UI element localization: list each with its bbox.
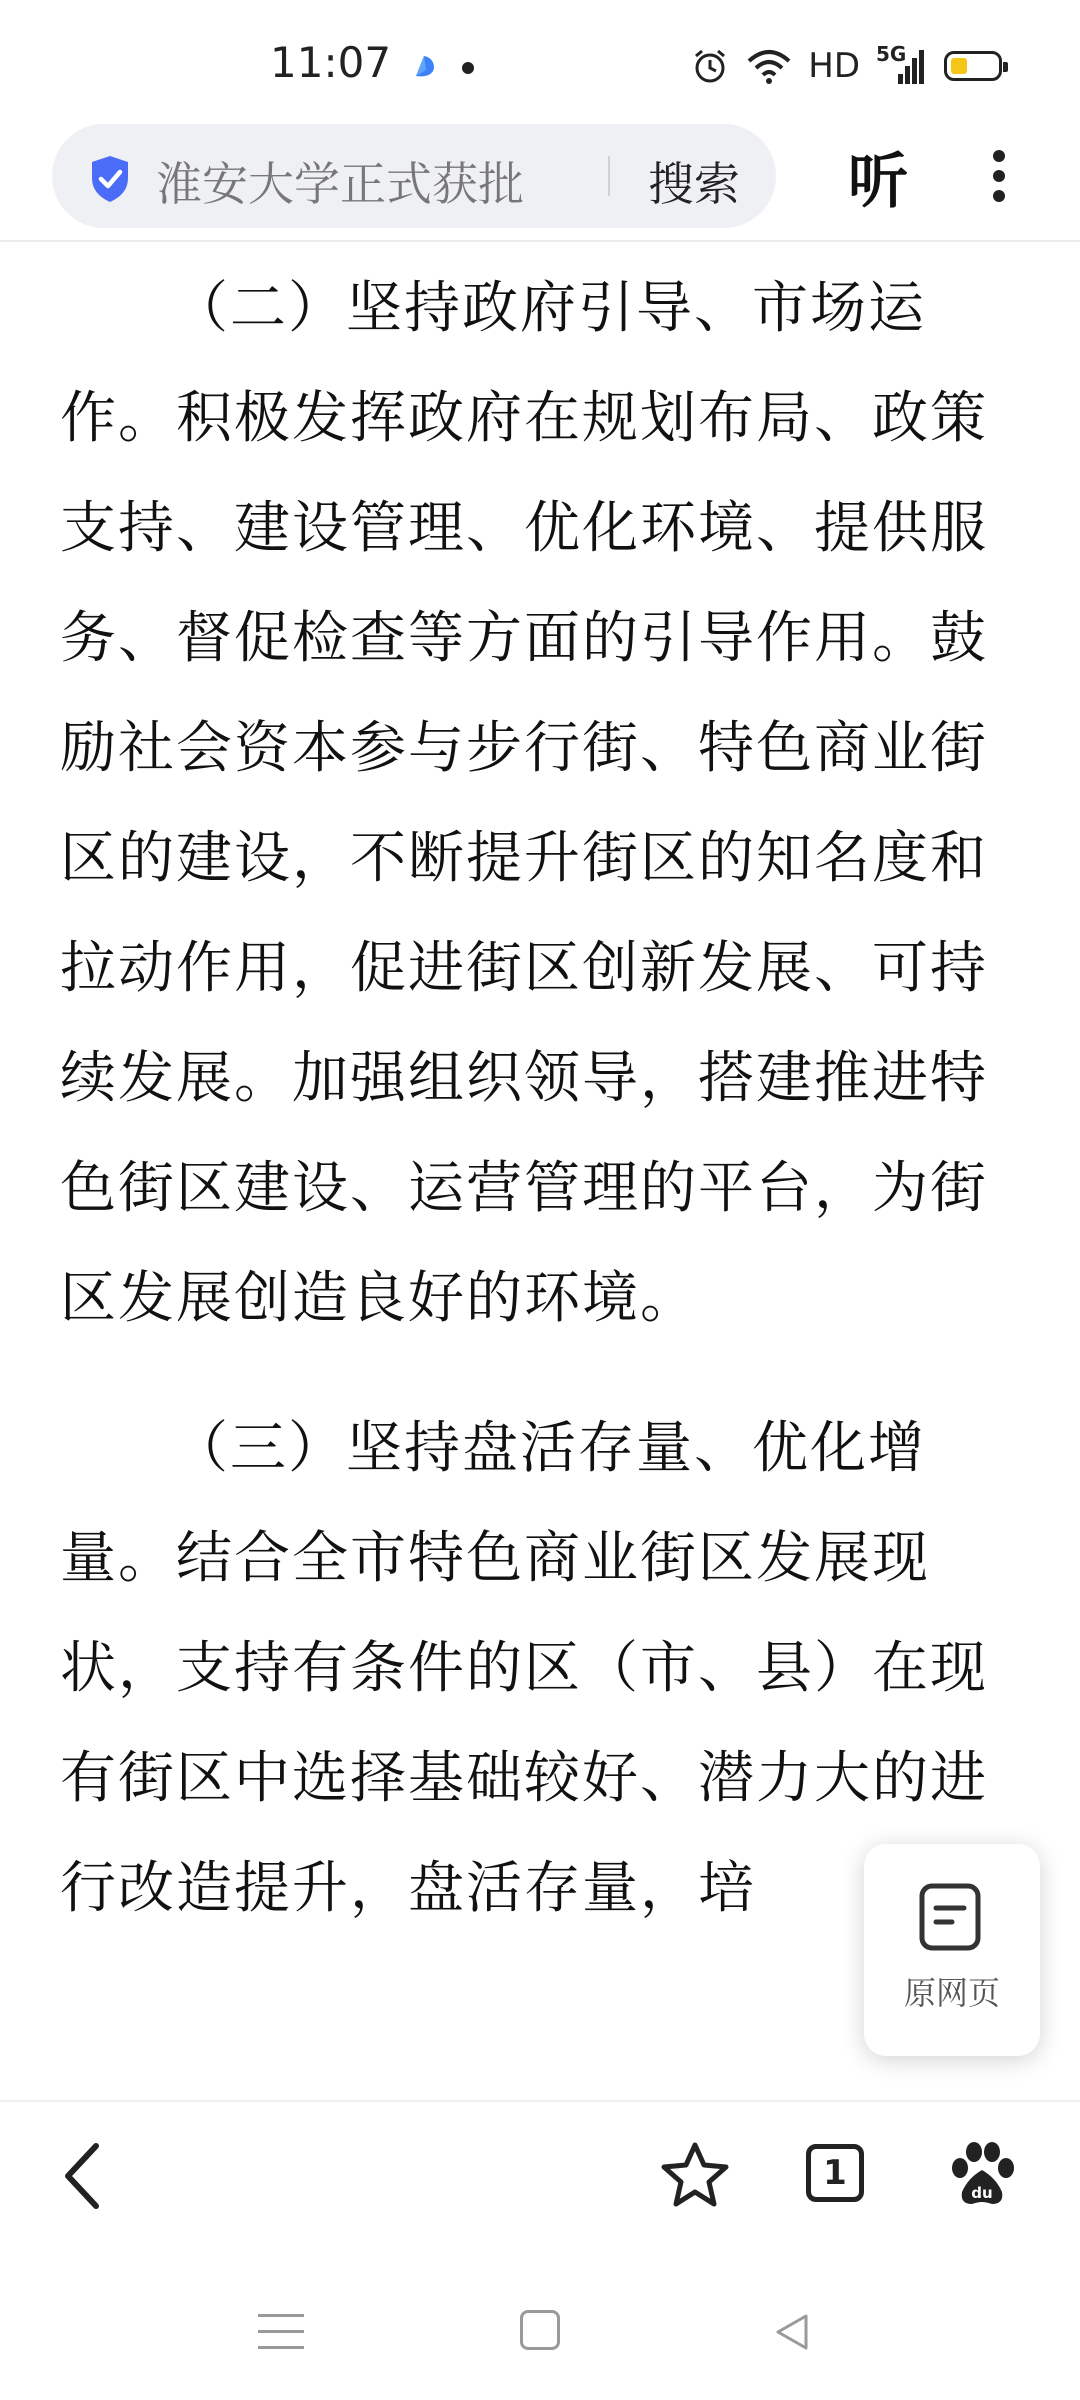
bottom-nav-bar: [0, 2100, 1080, 2252]
signal-icon: [876, 42, 928, 86]
back-icon[interactable]: [56, 2136, 116, 2216]
alarm-icon: [690, 46, 730, 86]
original-page-button[interactable]: [864, 1844, 1040, 2056]
tabs-button[interactable]: 1: [806, 2144, 864, 2202]
search-bar[interactable]: [52, 124, 776, 228]
search-divider: [608, 156, 610, 196]
status-bar: [0, 0, 1080, 120]
more-menu-icon[interactable]: [986, 142, 1012, 212]
svg-text:du: du: [971, 2184, 993, 2202]
home-icon[interactable]: [520, 2310, 560, 2350]
shield-icon: [88, 154, 132, 204]
hd-label: HD: [808, 46, 860, 86]
article-paragraph: （二）坚持政府引导、市场运作。积极发挥政府在规划布局、政策支持、建设管理、优化环境、提供服务、督促检查等方面的引导作用。鼓励社会资本参与步行街、特色商业街区的建设，不断提升街区的知名度和拉动作用，促进街区创新发展、可持续发展。加强组织领导，搭建推进特色街区建设、运营管理的平台，为街区发展创造良好的环境。: [60, 276, 988, 1331]
original-page-label: 原网页: [903, 1974, 1000, 2012]
status-time: 11:07: [270, 38, 392, 87]
app-icon: [410, 52, 440, 82]
battery-icon: [944, 51, 1002, 81]
document-icon: [918, 1882, 982, 1952]
wifi-icon: [746, 47, 792, 85]
article-content: [60, 254, 1020, 2084]
back-triangle-icon[interactable]: [770, 2310, 814, 2354]
status-indicators: [690, 44, 1002, 88]
search-query[interactable]: 淮安大学正式获批: [156, 157, 524, 211]
menu-icon[interactable]: [258, 2314, 304, 2350]
notification-dot: [462, 62, 474, 74]
search-button[interactable]: 搜索: [648, 157, 740, 211]
browser-toolbar: [0, 120, 1080, 242]
system-nav-bar: [0, 2250, 1080, 2400]
article-paragraph: （三）坚持盘活存量、优化增量。结合全市特色商业街区发展现状，支持有条件的区（市、县）在现有街区中选择基础较好、潜力大的进行改造提升，盘活存量，培: [60, 1416, 988, 1921]
baidu-icon[interactable]: [946, 2138, 1018, 2210]
listen-button[interactable]: 听: [848, 147, 908, 217]
star-icon[interactable]: [660, 2140, 730, 2210]
signal-label: 5G: [876, 42, 907, 66]
